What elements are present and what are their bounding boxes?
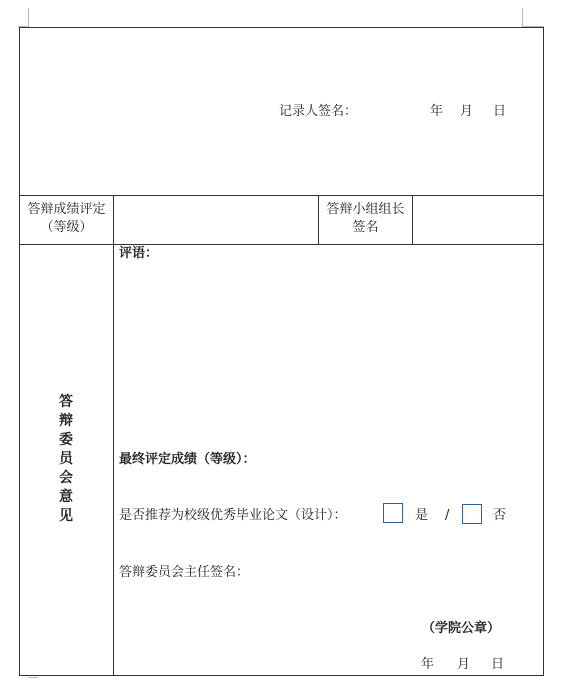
grade-evaluation-label [20, 201, 113, 237]
recorder-signature-label: 记录人签名： [279, 104, 358, 119]
table-row-divider-grading-section [19, 244, 544, 245]
recommend-no-checkbox[interactable] [462, 504, 482, 524]
defense-committee-opinion-label [57, 393, 75, 526]
defense-committee-opinion-character: 见 [59, 508, 73, 524]
comment-area[interactable] [114, 265, 543, 440]
record-date-month: 月 [460, 104, 474, 119]
defense-committee-opinion-character: 会 [59, 470, 73, 486]
defense-group-leader-signature-cell[interactable] [413, 196, 543, 244]
comment-label: 评语： [119, 246, 159, 261]
page-bottom-mark [28, 677, 38, 678]
excellent-thesis-recommendation-label: 是否推荐为校级优秀毕业论文（设计）： [119, 508, 347, 523]
committee-date-month: 月 [457, 657, 471, 672]
recommendation-separator: / [445, 508, 450, 523]
page-margin-mark-left [28, 8, 29, 26]
recommend-yes-checkbox[interactable] [383, 503, 403, 523]
record-date-year: 年 [430, 104, 444, 119]
record-date-day: 日 [493, 104, 507, 119]
recommend-no-label: 否 [493, 508, 507, 523]
defense-committee-opinion-character: 委 [59, 432, 73, 448]
defense-group-leader-label-line-1: 答辩小组组长 [326, 202, 405, 217]
defense-committee-opinion-character: 答 [59, 394, 73, 410]
committee-chair-signature-label: 答辩委员会主任签名： [119, 565, 250, 580]
committee-date-day: 日 [491, 657, 505, 672]
final-grade-label: 最终评定成绩（等级）： [119, 452, 256, 467]
defense-committee-opinion-character: 辩 [59, 413, 73, 429]
defense-group-leader-label [319, 201, 412, 237]
page-margin-mark-right [522, 8, 523, 26]
defense-group-leader-label-line-2: 签名 [352, 220, 379, 235]
recommend-yes-label: 是 [415, 508, 429, 523]
grade-evaluation-label-line-1: 答辩成绩评定 [27, 202, 106, 217]
college-seal-label: （学院公章） [422, 621, 501, 636]
committee-date-year: 年 [421, 657, 435, 672]
defense-committee-opinion-character: 意 [59, 489, 73, 505]
defense-committee-opinion-character: 员 [59, 451, 73, 467]
grade-evaluation-label-line-2: （等级） [40, 220, 93, 235]
grade-evaluation-value-cell[interactable] [114, 196, 318, 244]
